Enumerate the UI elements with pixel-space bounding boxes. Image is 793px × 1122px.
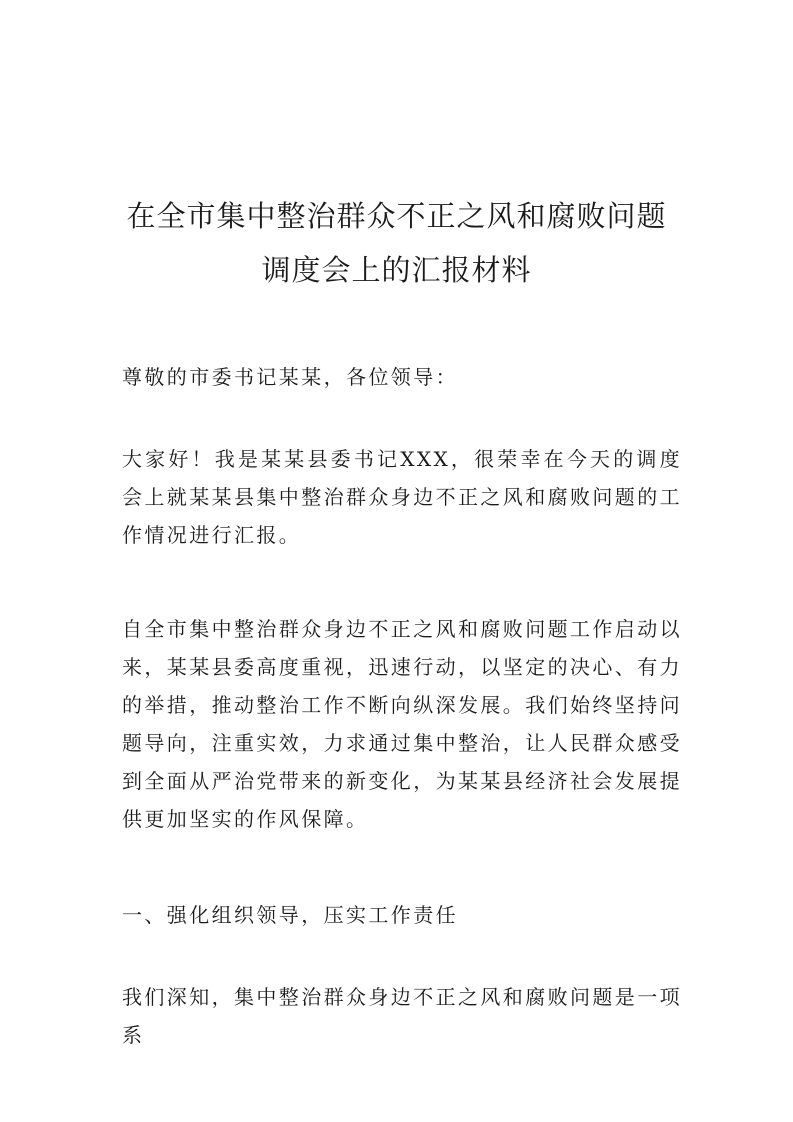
section-heading: 一、强化组织领导，压实工作责任	[122, 903, 458, 927]
document-title-line1: 在全市集中整治群众不正之风和腐败问题	[126, 199, 667, 233]
salutation: 尊敬的市委书记某某，各位领导：	[122, 365, 458, 389]
document-title-line2: 调度会上的汇报材料	[261, 253, 532, 287]
paragraph-section-start: 我们深知，集中整治群众身边不正之风和腐败问题是一项系	[122, 985, 682, 1047]
paragraph-greeting: 大家好！我是某某县委书记XXX，很荣幸在今天的调度会上就某某县集中整治群众身边不正之风和腐败问题的工作情况进行汇报。	[122, 447, 682, 547]
paragraph-overview: 自全市集中整治群众身边不正之风和腐败问题工作启动以来，某某县委高度重视，迅速行动，以坚定的决心、有力的举措，推动整治工作不断向纵深发展。我们始终坚持问题导向，注重实效，力求通过集中整治，让人民群众感受到全面从严治党带来的新变化，为某某县经济社会发展提供更加坚实的作风保障。	[122, 617, 682, 831]
